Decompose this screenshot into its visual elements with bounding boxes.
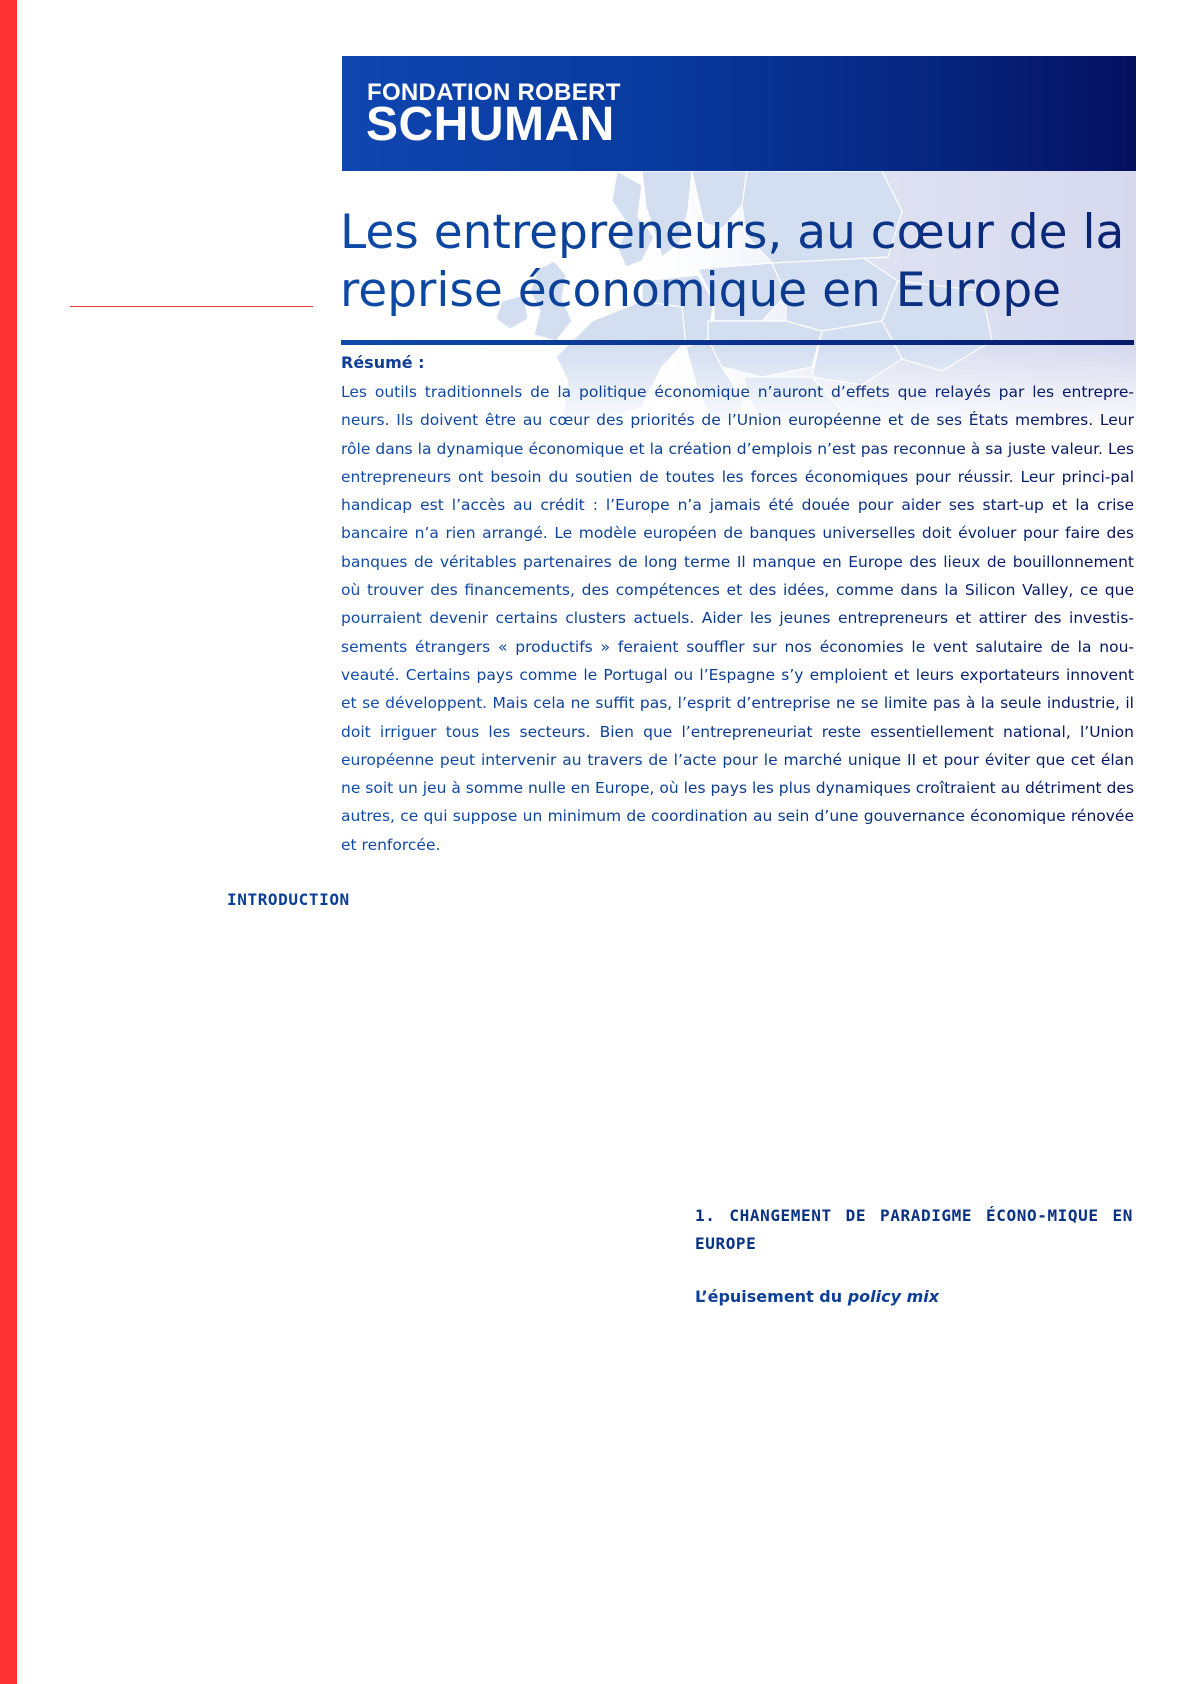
title-underline <box>341 340 1134 345</box>
page-title: Les entrepreneurs, au cœur de la reprise économique en Europe <box>340 204 1140 320</box>
brand-line-fondation-robert: FONDATION ROBERT <box>367 79 621 106</box>
brand-line-schuman: SCHUMAN <box>366 98 615 151</box>
subsection-heading-italic: policy mix <box>847 1287 940 1306</box>
section-1-heading: 1. CHANGEMENT DE PARADIGME ÉCONO-MIQUE EN EUROPE <box>695 1206 1133 1253</box>
resume-body: Les outils traditionnels de la politique économique n’auront d’effets que relayés par les entrepre-neurs. Ils doivent être au cœur des priorités de l’Union européenne et de ses États membres. Leur rôle dans la dynamique économique et la création d’emplois n’est pas reconnue à sa juste valeur. Les entrepreneurs ont besoin du soutien de toutes les forces économiques pour réussir. Leur princi-pal handicap est l’accès au crédit : l’Europe n’a jamais été douée pour aider ses start-up et la crise bancaire n’a rien arrangé. Le modèle européen de banques universelles doit évoluer pour faire des banques de véritables partenaires de long terme Il manque en Europe des lieux de bouillonnement où trouver des financements, des compétences et des idées, comme dans la Silicon Valley, ce que pourraient devenir certains clusters actuels. Aider les jeunes entrepreneurs et attirer des investis-sements étrangers « productifs » feraient souffler sur nos économies le vent salutaire de la nou-veauté. Certains pays comme le Portugal ou l’Espagne s’y emploient et leurs exportateurs innovent et se développent. Mais cela ne suffit pas, l’esprit d’entreprise ne se limite pas à la seule industrie, il doit irriguer tous les secteurs. Bien que l’entrepreneuriat reste essentiellement national, l’Union européenne peut intervenir au travers de l’acte pour le marché unique II et pour éviter que cet élan ne soit un jeu à somme nulle en Europe, où les pays les plus dynamiques croîtraient au détriment des autres, ce qui suppose un minimum de coordination au sein d’une gouvernance économique rénovée et renforcée. <box>341 378 1134 859</box>
subsection-heading-prefix: L’épuisement du <box>695 1287 848 1306</box>
left-red-margin-bar <box>0 0 17 1684</box>
margin-rule <box>70 306 313 307</box>
foundation-header-banner <box>342 56 1136 171</box>
resume-heading: Résumé : <box>341 353 425 372</box>
subsection-heading-policy-mix <box>695 1287 939 1306</box>
introduction-heading: INTRODUCTION <box>227 890 350 909</box>
